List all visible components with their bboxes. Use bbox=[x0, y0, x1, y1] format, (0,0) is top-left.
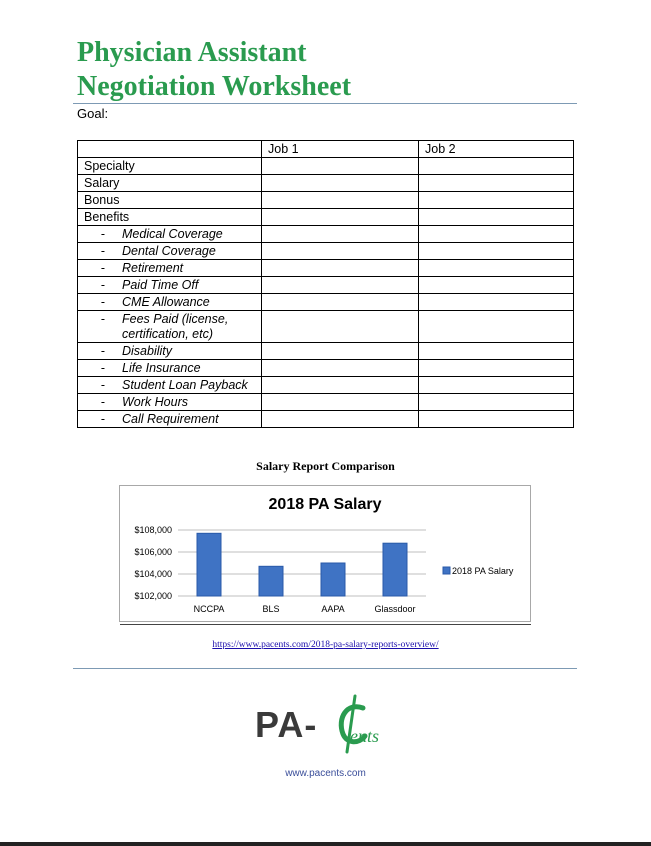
table-row bbox=[78, 243, 574, 260]
row-label: Call Requirement bbox=[122, 412, 219, 426]
table-row bbox=[78, 311, 574, 343]
job-2-cell[interactable] bbox=[419, 394, 574, 411]
row-label: Bonus bbox=[84, 193, 120, 207]
bullet-dash: - bbox=[100, 278, 106, 292]
table-header-row bbox=[78, 141, 574, 158]
row-label: Paid Time Off bbox=[122, 278, 199, 292]
row-label-cell bbox=[78, 243, 262, 260]
table-row bbox=[78, 158, 574, 175]
job-1-cell[interactable] bbox=[262, 394, 419, 411]
table-row bbox=[78, 343, 574, 360]
sub-item bbox=[84, 243, 255, 259]
bullet-dash: - bbox=[100, 412, 106, 426]
row-label-cell bbox=[78, 226, 262, 243]
row-label-cell bbox=[78, 192, 262, 209]
footer-divider bbox=[73, 668, 577, 669]
bullet-dash: - bbox=[100, 295, 106, 309]
row-label: Fees Paid (license, certification, etc) bbox=[122, 311, 229, 341]
title-divider bbox=[73, 103, 577, 104]
row-label: CME Allowance bbox=[122, 295, 210, 309]
sub-item bbox=[84, 394, 255, 410]
row-label: Salary bbox=[84, 176, 120, 190]
x-tick-label: NCCPA bbox=[193, 604, 225, 614]
row-label: Medical Coverage bbox=[122, 227, 223, 241]
job-1-cell[interactable] bbox=[262, 411, 419, 428]
title-line-1: Physician Assistant bbox=[77, 37, 307, 68]
job-1-cell[interactable] bbox=[262, 175, 419, 192]
job-2-cell[interactable] bbox=[419, 192, 574, 209]
row-label-cell bbox=[78, 158, 262, 175]
bullet-dash: - bbox=[100, 361, 106, 375]
row-label-cell bbox=[78, 175, 262, 192]
row-label: Disability bbox=[122, 344, 173, 358]
job-2-cell[interactable] bbox=[419, 158, 574, 175]
table-row bbox=[78, 377, 574, 394]
row-label: Student Loan Payback bbox=[122, 378, 248, 392]
sub-item bbox=[84, 377, 255, 393]
job-2-cell[interactable] bbox=[419, 294, 574, 311]
sub-item bbox=[84, 260, 255, 276]
row-label: Retirement bbox=[122, 261, 184, 275]
bullet-dash: - bbox=[100, 344, 106, 358]
x-tick-label: Glassdoor bbox=[374, 604, 416, 614]
table-row bbox=[78, 209, 574, 226]
sub-item bbox=[84, 360, 255, 376]
job-2-cell[interactable] bbox=[419, 360, 574, 377]
job-1-cell[interactable] bbox=[262, 158, 419, 175]
table-row bbox=[78, 360, 574, 377]
bar-aapa bbox=[321, 563, 345, 596]
column-header: Job 1 bbox=[262, 141, 419, 158]
chart-title: 2018 PA Salary bbox=[268, 496, 382, 513]
job-2-cell[interactable] bbox=[419, 311, 574, 343]
bar-nccpa bbox=[197, 533, 221, 596]
job-2-cell[interactable] bbox=[419, 277, 574, 294]
legend-label: 2018 PA Salary bbox=[452, 566, 514, 576]
table-row bbox=[78, 411, 574, 428]
job-2-cell[interactable] bbox=[419, 243, 574, 260]
bar-glassdoor bbox=[383, 543, 407, 596]
row-label-cell bbox=[78, 411, 262, 428]
row-label: Specialty bbox=[84, 159, 135, 173]
job-1-cell[interactable] bbox=[262, 226, 419, 243]
job-1-cell[interactable] bbox=[262, 294, 419, 311]
job-2-cell[interactable] bbox=[419, 175, 574, 192]
sub-item bbox=[84, 277, 255, 293]
sub-item bbox=[84, 343, 255, 359]
pa-cents-logo bbox=[255, 700, 415, 760]
worksheet-title bbox=[77, 36, 351, 104]
job-2-cell[interactable] bbox=[419, 260, 574, 277]
bullet-dash: - bbox=[100, 261, 106, 275]
bullet-dash: - bbox=[100, 244, 106, 258]
job-2-cell[interactable] bbox=[419, 343, 574, 360]
sub-item bbox=[84, 226, 255, 242]
row-label: Benefits bbox=[84, 210, 130, 224]
column-header bbox=[78, 141, 262, 158]
table-row bbox=[78, 226, 574, 243]
job-1-cell[interactable] bbox=[262, 192, 419, 209]
job-1-cell[interactable] bbox=[262, 360, 419, 377]
logo-cents-text: ents bbox=[350, 726, 379, 746]
job-1-cell[interactable] bbox=[262, 243, 419, 260]
y-tick-label: $108,000 bbox=[134, 525, 172, 535]
table-row bbox=[78, 175, 574, 192]
job-2-cell[interactable] bbox=[419, 411, 574, 428]
negotiation-table bbox=[77, 140, 574, 428]
job-1-cell[interactable] bbox=[262, 209, 419, 226]
salary-report-link[interactable]: https://www.pacents.com/2018-pa-salary-reports-overview/ bbox=[212, 640, 439, 650]
row-label-cell bbox=[78, 343, 262, 360]
bullet-dash: - bbox=[100, 395, 106, 409]
chart-plot bbox=[120, 486, 530, 621]
legend-swatch bbox=[443, 567, 450, 574]
chart-section-heading: Salary Report Comparison bbox=[256, 459, 395, 473]
row-label-cell bbox=[78, 377, 262, 394]
job-1-cell[interactable] bbox=[262, 343, 419, 360]
website-url[interactable]: www.pacents.com bbox=[285, 768, 366, 779]
row-label-cell bbox=[78, 311, 262, 343]
row-label-cell bbox=[78, 277, 262, 294]
bullet-dash: - bbox=[100, 378, 106, 392]
sub-item bbox=[84, 411, 255, 427]
job-2-cell[interactable] bbox=[419, 209, 574, 226]
bullet-dash: - bbox=[100, 227, 106, 241]
chart-underline bbox=[120, 624, 531, 625]
job-1-cell[interactable] bbox=[262, 260, 419, 277]
logo-pa-text: PA- bbox=[255, 704, 318, 745]
y-tick-label: $104,000 bbox=[134, 569, 172, 579]
column-header: Job 2 bbox=[419, 141, 574, 158]
job-2-cell[interactable] bbox=[419, 226, 574, 243]
sub-item bbox=[84, 312, 255, 342]
y-tick-label: $102,000 bbox=[134, 591, 172, 601]
table-row bbox=[78, 277, 574, 294]
title-line-2: Negotiation Worksheet bbox=[77, 71, 352, 102]
job-1-cell[interactable] bbox=[262, 277, 419, 294]
goal-label: Goal: bbox=[77, 106, 109, 121]
x-tick-label: BLS bbox=[262, 604, 280, 614]
row-label-cell bbox=[78, 260, 262, 277]
page-bottom-edge bbox=[0, 842, 651, 846]
bullet-dash: - bbox=[100, 311, 106, 326]
bar-bls bbox=[259, 566, 283, 596]
row-label-cell bbox=[78, 394, 262, 411]
x-tick-label: AAPA bbox=[321, 604, 345, 614]
row-label: Life Insurance bbox=[122, 361, 201, 375]
row-label-cell bbox=[78, 294, 262, 311]
row-label: Work Hours bbox=[122, 395, 188, 409]
y-tick-label: $106,000 bbox=[134, 547, 172, 557]
table-row bbox=[78, 192, 574, 209]
table-row bbox=[78, 294, 574, 311]
salary-chart bbox=[119, 485, 531, 622]
table-row bbox=[78, 260, 574, 277]
table-row bbox=[78, 394, 574, 411]
job-2-cell[interactable] bbox=[419, 377, 574, 394]
sub-item bbox=[84, 294, 255, 310]
job-1-cell[interactable] bbox=[262, 311, 419, 343]
row-label-cell bbox=[78, 360, 262, 377]
row-label: Dental Coverage bbox=[122, 244, 216, 258]
job-1-cell[interactable] bbox=[262, 377, 419, 394]
row-label-cell bbox=[78, 209, 262, 226]
